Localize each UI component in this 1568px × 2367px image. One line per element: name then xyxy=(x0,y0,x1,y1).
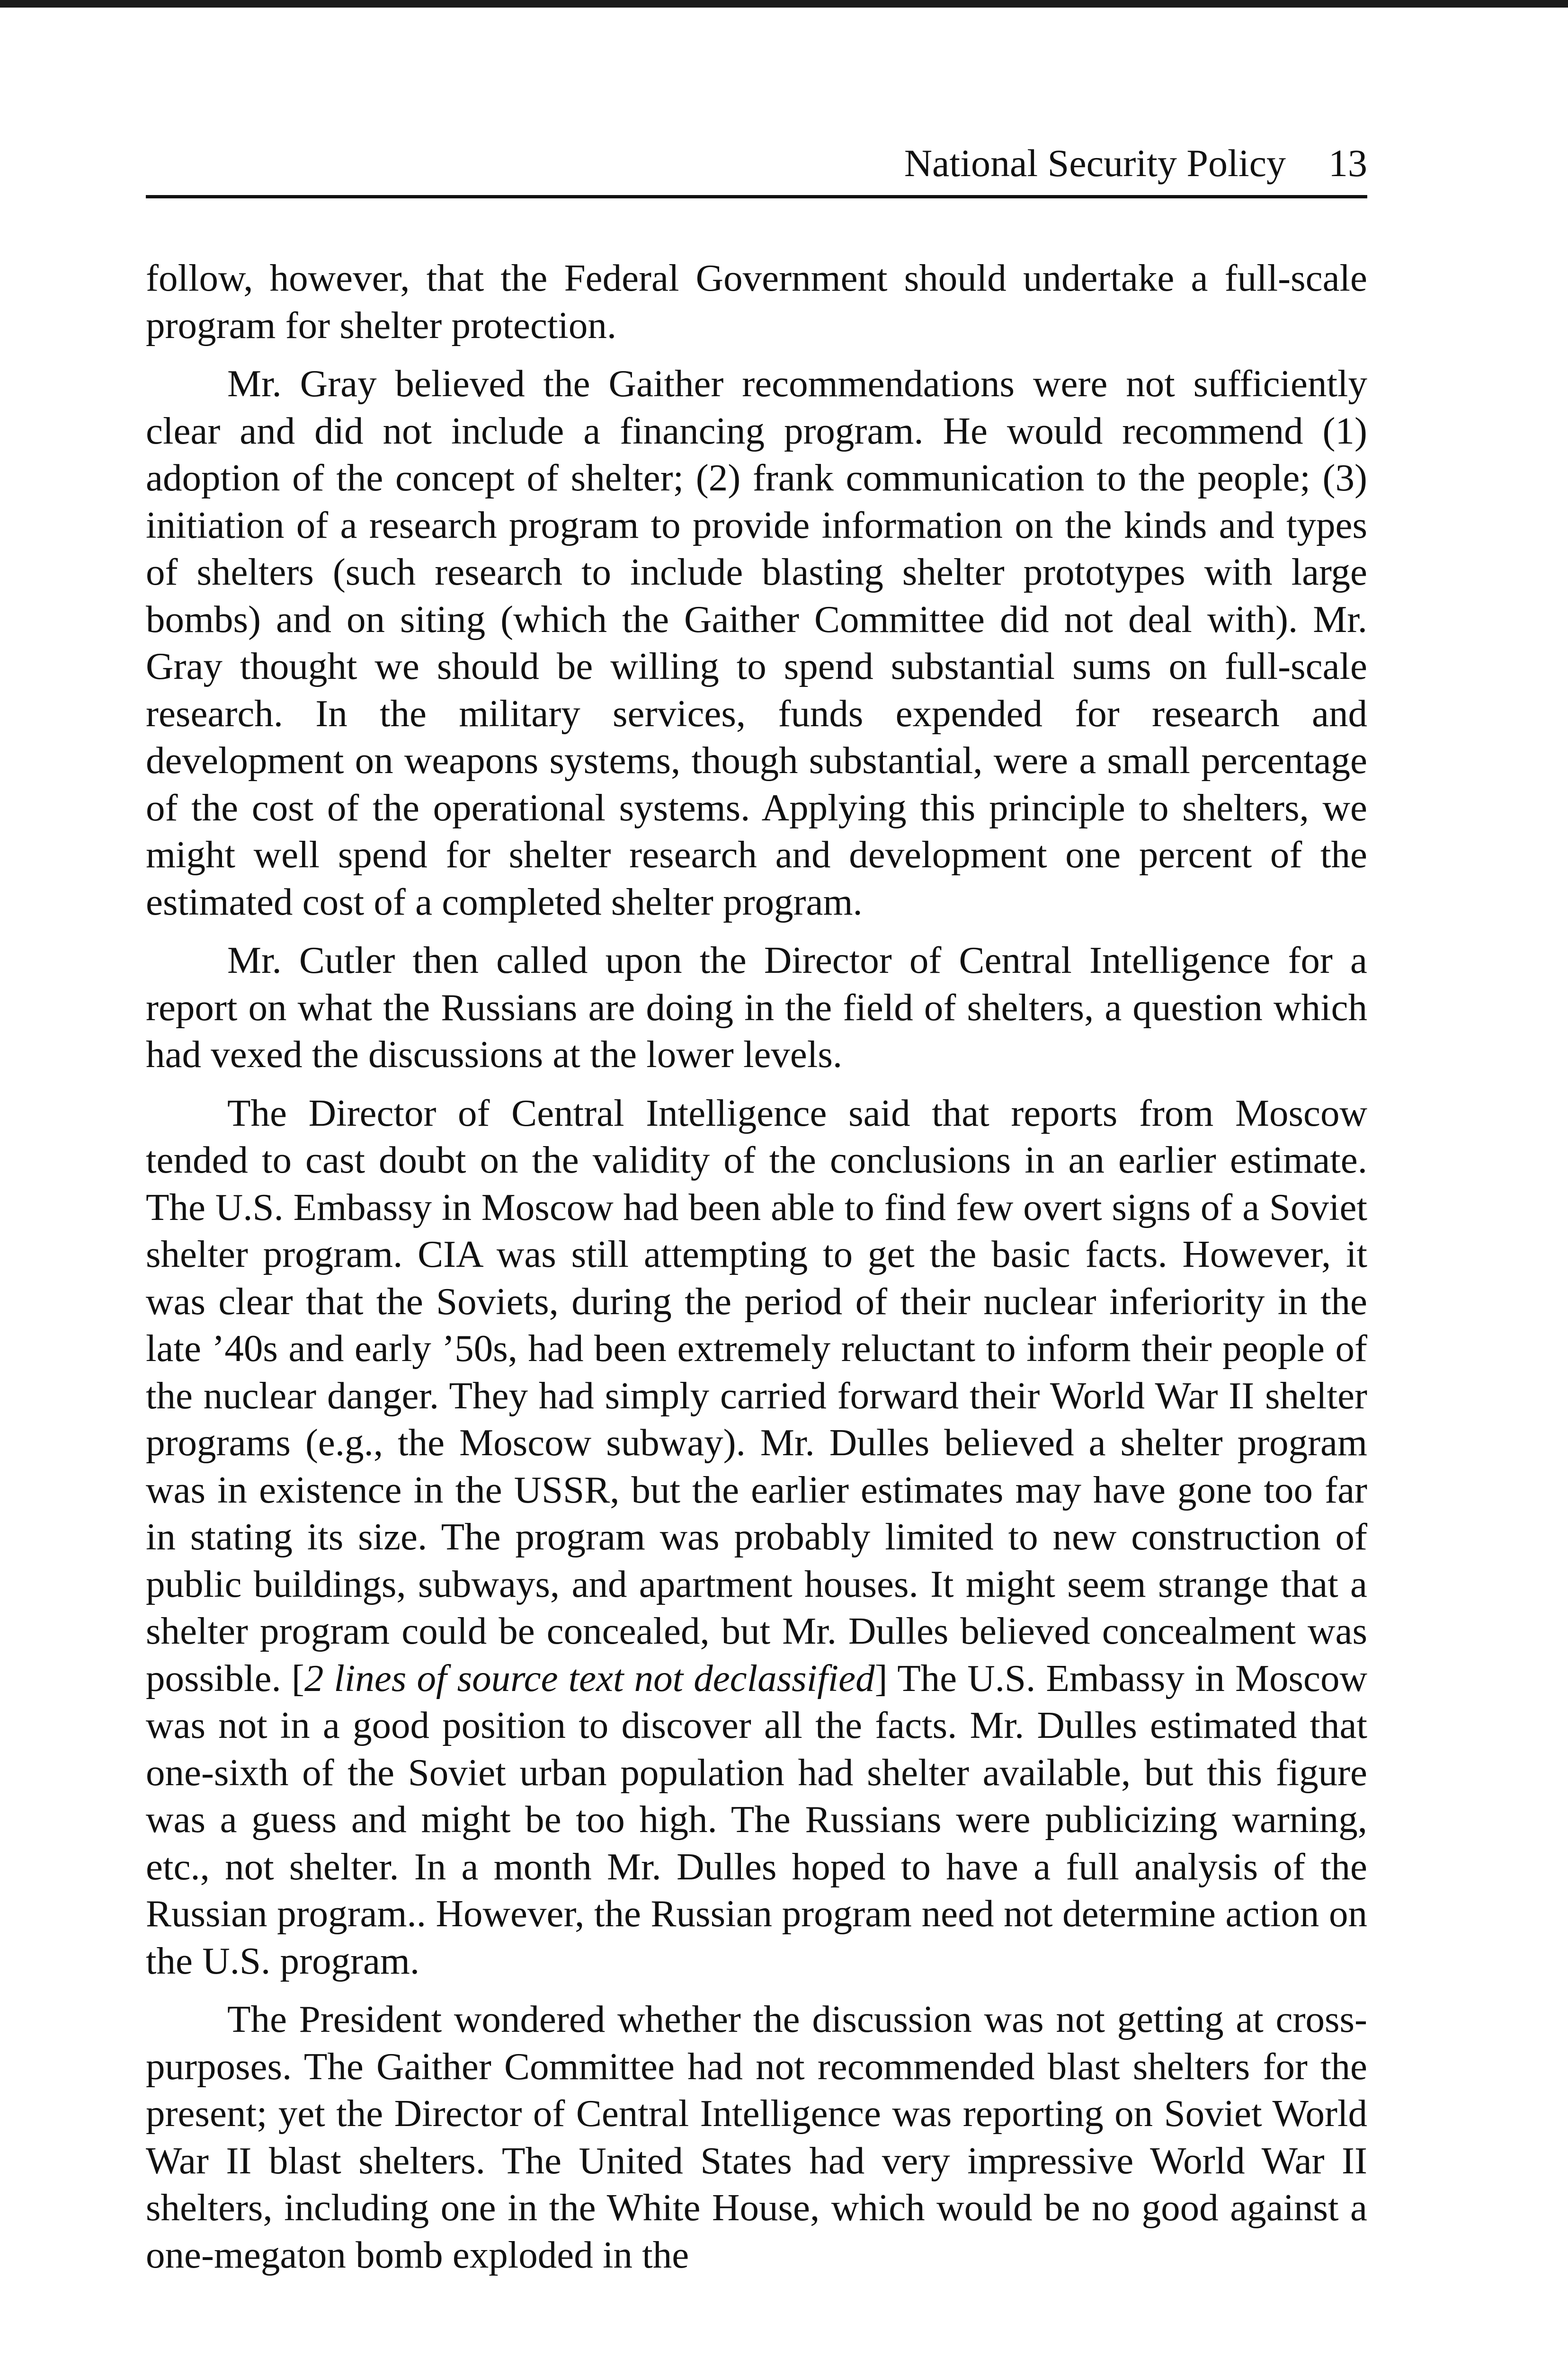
paragraph-continued: follow, however, that the Federal Government should undertake a full-scale program for shelter protection. xyxy=(146,257,1367,347)
paragraph-dci xyxy=(146,1090,1367,1985)
redaction-note: 2 lines of source text not declassified xyxy=(304,1656,875,1700)
header-rule xyxy=(146,195,1367,198)
paragraph-gray: Mr. Gray believed the Gaither recommendations were not sufficiently clear and did not include a financing program. He would recommend (1) adoption of the concept of shelter; (2) frank communication to the people; (3) initiation of a research program to provide information on the kinds and types of shelters (such research to include blasting shelter prototypes with large bombs) and on siting (which the Gaither Committee did not deal with). Mr. Gray thought we should be willing to spend substantial sums on full-scale research. In the military services, funds expended for research and development on weapons systems, though substantial, were a small percentage of the cost of the operational systems. Applying this principle to shelters, we might well spend for shelter research and development one percent of the estimated cost of a completed shelter program. xyxy=(146,362,1367,923)
paragraph-cutler: Mr. Cutler then called upon the Director of Central Intelligence for a report on what the Russians are doing in the field of shelters, a question which had vexed the discussions at the lower levels. xyxy=(146,939,1367,1076)
dci-text-before: The Director of Central Intelligence said that reports from Moscow tended to cast doubt on the validity of the conclusions in an earlier estimate. The U.S. Embassy in Moscow had been able to find few overt signs of a Soviet shelter program. CIA was still attempting to get the basic facts. However, it was clear that the Soviets, during the period of their nuclear inferiority in the late ’40s and early ’50s, had been extremely reluctant to inform their people of the nuclear danger. They had simply carried forward their World War II shelter programs (e.g., the Moscow subway). Mr. Dulles believed a shelter program was in existence in the USSR, but the earlier estimates may have gone too far in stating its size. The program was probably limited to new construction of public buildings, subways, and apartment houses. It might seem strange that a shelter program could be concealed, but Mr. Dulles believed concealment was possible. [ xyxy=(146,1091,1367,1700)
document-page xyxy=(146,0,1367,2367)
body-text xyxy=(146,255,1367,2290)
page-number: 13 xyxy=(1328,142,1367,185)
running-head xyxy=(904,137,1367,189)
paragraph-president: The President wondered whether the discussion was not getting at cross-purposes. The Gaither Committee had not recommended blast shelters for the present; yet the Director of Central Intelligence was reporting on Soviet World War II blast shelters. The United States had very impressive World War II shelters, including one in the White House, which would be no good against a one-megaton bomb exploded in the xyxy=(146,1998,1367,2276)
dci-text-after: ] The U.S. Embassy in Moscow was not in a good position to discover all the facts. Mr. Dulles estimated that one-sixth of the Soviet urban population had shelter available, but this figure was a guess and might be too high. The Russians were publicizing warning, etc., not shelter. In a month Mr. Dulles hoped to have a full analysis of the Russian program.. However, the Russian program need not determine action on the U.S. program. xyxy=(146,1656,1367,1982)
running-title: National Security Policy xyxy=(904,142,1286,185)
